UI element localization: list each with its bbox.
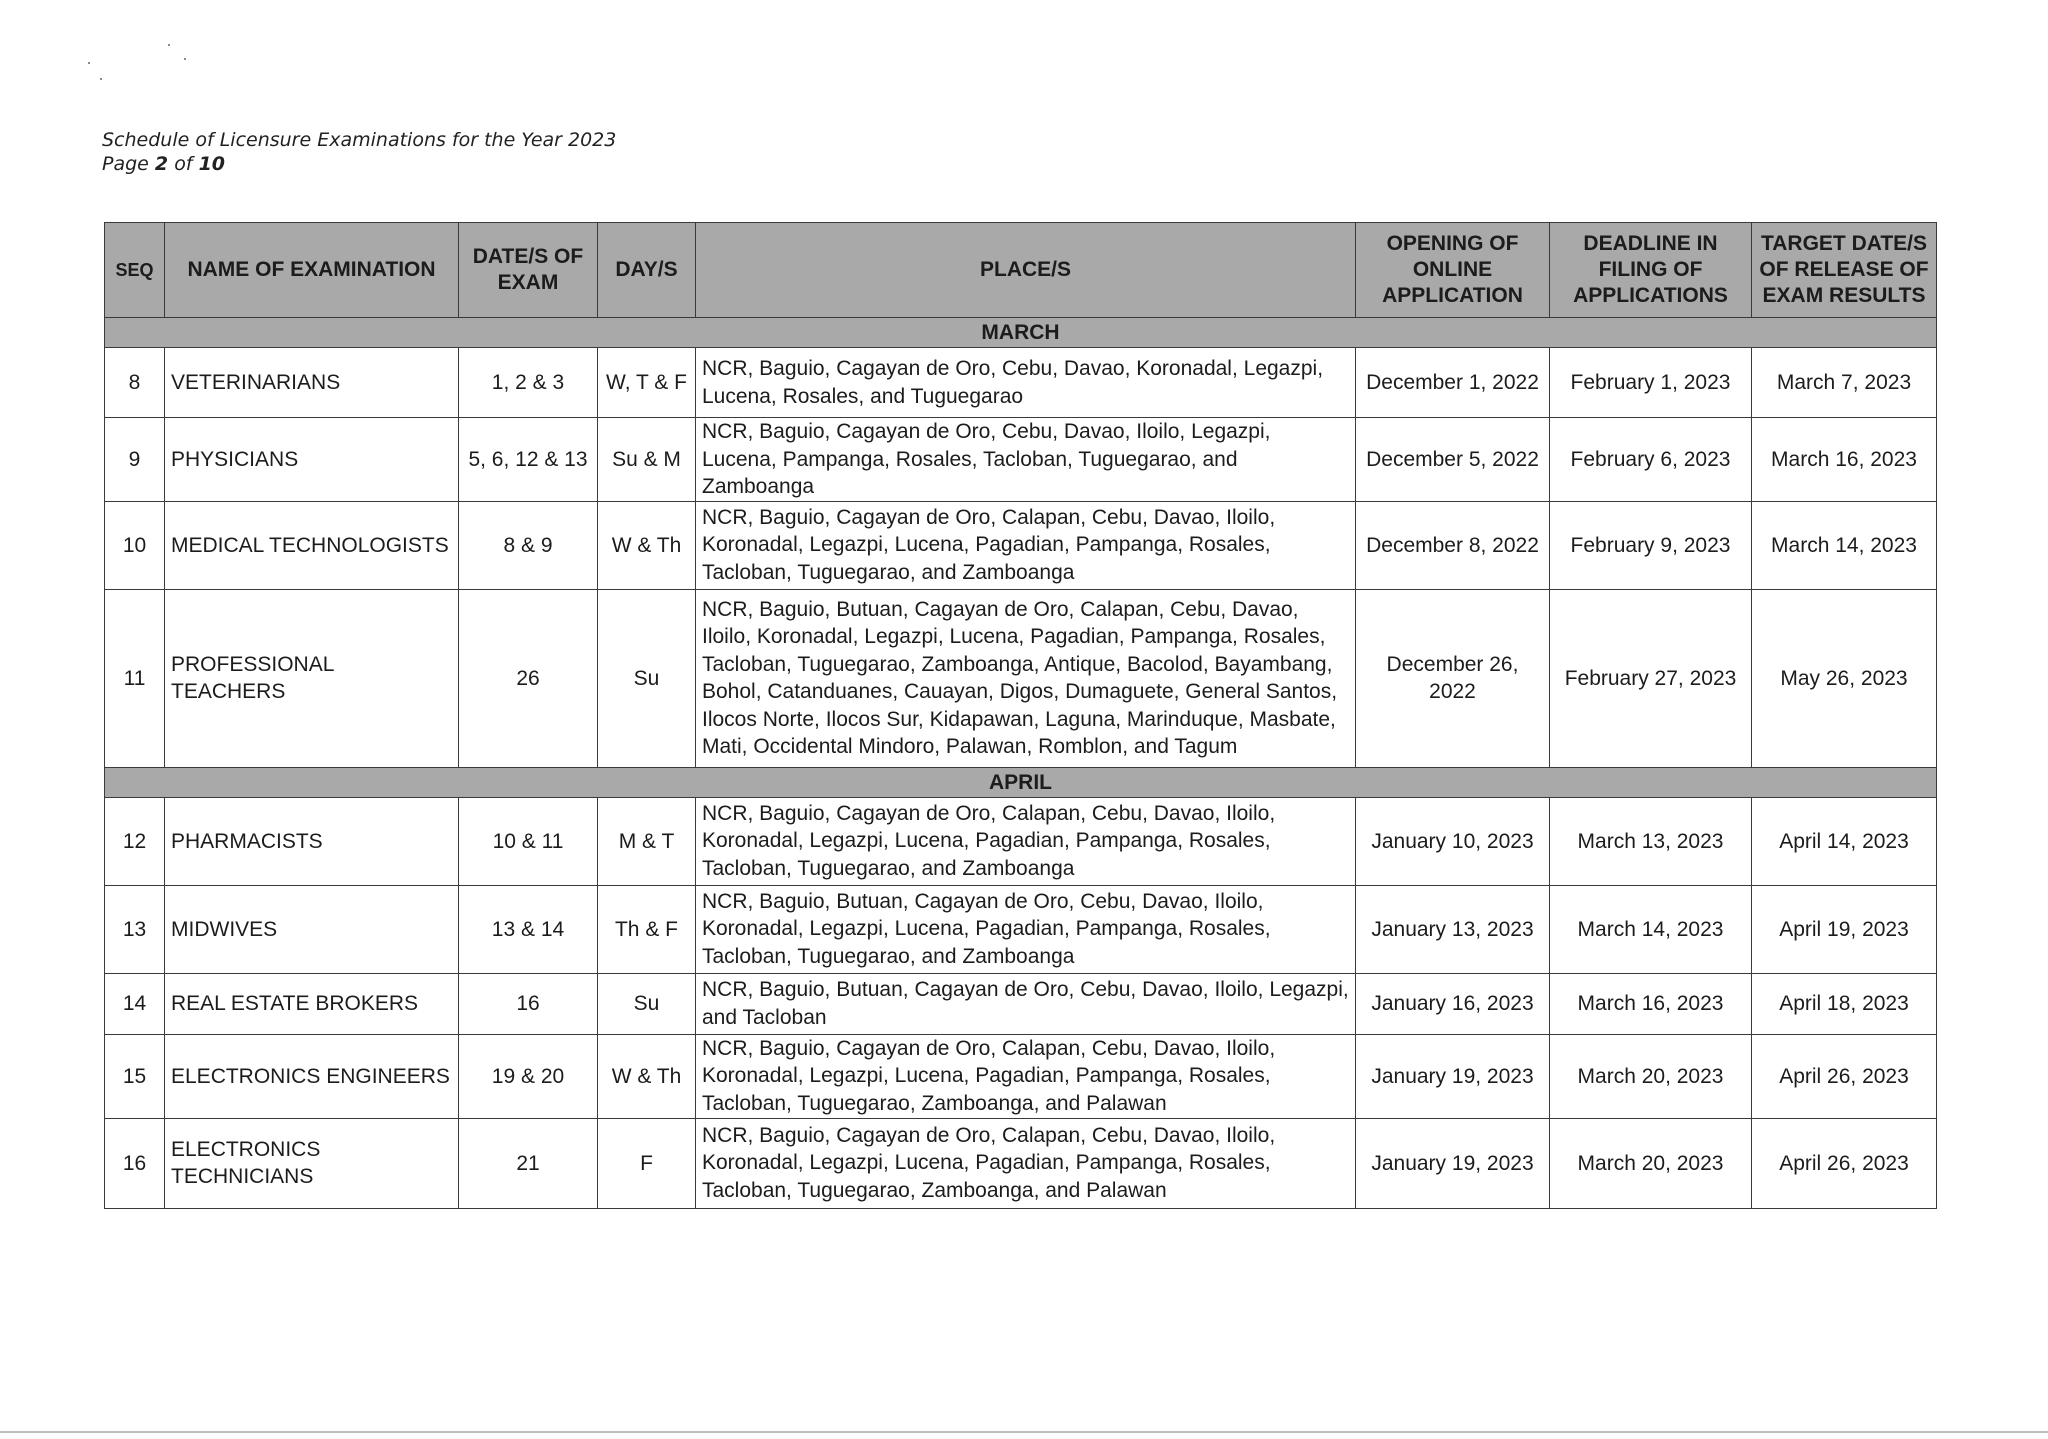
month-row-april bbox=[105, 767, 1937, 797]
cell-deadline: February 6, 2023 bbox=[1550, 418, 1752, 502]
cell-places: NCR, Baguio, Cagayan de Oro, Calapan, Cebu, Davao, Iloilo, Koronadal, Legazpi, Lucena, Pagadian, Pampanga, Rosales, Tacloban, Tuguegarao, Zamboanga, and Palawan bbox=[696, 1034, 1356, 1118]
cell-dates: 1, 2 & 3 bbox=[459, 348, 598, 418]
cell-places: NCR, Baguio, Cagayan de Oro, Calapan, Cebu, Davao, Iloilo, Koronadal, Legazpi, Lucena, Pagadian, Pampanga, Rosales, Tacloban, Tuguegarao, and Zamboanga bbox=[696, 501, 1356, 589]
cell-release: April 14, 2023 bbox=[1752, 797, 1937, 885]
table-row bbox=[105, 501, 1937, 589]
cell-opening: January 13, 2023 bbox=[1356, 885, 1550, 973]
cell-opening: December 5, 2022 bbox=[1356, 418, 1550, 502]
cell-release: March 16, 2023 bbox=[1752, 418, 1937, 502]
scan-speck bbox=[184, 58, 186, 60]
table-row bbox=[105, 885, 1937, 973]
cell-opening: December 8, 2022 bbox=[1356, 501, 1550, 589]
cell-places: NCR, Baguio, Cagayan de Oro, Calapan, Cebu, Davao, Iloilo, Koronadal, Legazpi, Lucena, Pagadian, Pampanga, Rosales, Tacloban, Tuguegarao, and Zamboanga bbox=[696, 797, 1356, 885]
cell-release: April 26, 2023 bbox=[1752, 1034, 1937, 1118]
cell-opening: January 10, 2023 bbox=[1356, 797, 1550, 885]
cell-places: NCR, Baguio, Cagayan de Oro, Cebu, Davao, Iloilo, Legazpi, Lucena, Pampanga, Rosales, Tacloban, Tuguegarao, and Zamboanga bbox=[696, 418, 1356, 502]
cell-seq: 13 bbox=[105, 885, 165, 973]
table-row bbox=[105, 1118, 1937, 1208]
cell-release: April 26, 2023 bbox=[1752, 1118, 1937, 1208]
scan-bottom-edge bbox=[0, 1431, 2048, 1433]
cell-exam-name: VETERINARIANS bbox=[165, 348, 459, 418]
cell-exam-name: ELECTRONICS ENGINEERS bbox=[165, 1034, 459, 1118]
cell-deadline: February 27, 2023 bbox=[1550, 589, 1752, 767]
cell-deadline: March 20, 2023 bbox=[1550, 1034, 1752, 1118]
cell-dates: 21 bbox=[459, 1118, 598, 1208]
cell-opening: January 16, 2023 bbox=[1356, 973, 1550, 1034]
table-row bbox=[105, 348, 1937, 418]
cell-exam-name: ELECTRONICS TECHNICIANS bbox=[165, 1118, 459, 1208]
page-number: 2 bbox=[154, 153, 169, 175]
col-header-dates: DATE/S OF EXAM bbox=[459, 223, 598, 318]
cell-release: April 18, 2023 bbox=[1752, 973, 1937, 1034]
scan-speck bbox=[100, 78, 102, 80]
cell-places: NCR, Baguio, Cagayan de Oro, Cebu, Davao, Koronadal, Legazpi, Lucena, Rosales, and Tuguegarao bbox=[696, 348, 1356, 418]
cell-exam-name: PROFESSIONAL TEACHERS bbox=[165, 589, 459, 767]
month-label: APRIL bbox=[105, 767, 1937, 797]
of-word: of bbox=[174, 153, 193, 175]
page-word: Page bbox=[102, 153, 149, 175]
cell-places: NCR, Baguio, Butuan, Cagayan de Oro, Calapan, Cebu, Davao, Iloilo, Koronadal, Legazpi, Lucena, Pagadian, Pampanga, Rosales, Tacloban, Tuguegarao, Zamboanga, Antique, Bacolod, Bayambang, Bohol, Catanduanes, Cauayan, Digos, Dumaguete, General Santos, Ilocos Norte, Ilocos Sur, Kidapawan, Laguna, Marinduque, Masbate, Mati, Occidental Mindoro, Palawan, Romblon, and Tagum bbox=[696, 589, 1356, 767]
cell-release: March 7, 2023 bbox=[1752, 348, 1937, 418]
cell-dates: 26 bbox=[459, 589, 598, 767]
table-row bbox=[105, 973, 1937, 1034]
cell-seq: 16 bbox=[105, 1118, 165, 1208]
document-header bbox=[102, 128, 616, 176]
col-header-deadline: DEADLINE IN FILING OF APPLICATIONS bbox=[1550, 223, 1752, 318]
cell-days: W, T & F bbox=[598, 348, 696, 418]
col-header-release: TARGET DATE/S OF RELEASE OF EXAM RESULTS bbox=[1752, 223, 1937, 318]
cell-deadline: March 13, 2023 bbox=[1550, 797, 1752, 885]
header-row bbox=[105, 223, 1937, 318]
month-row-march bbox=[105, 318, 1937, 348]
cell-days: Su bbox=[598, 589, 696, 767]
cell-days: W & Th bbox=[598, 501, 696, 589]
cell-days: Su bbox=[598, 973, 696, 1034]
cell-exam-name: PHARMACISTS bbox=[165, 797, 459, 885]
cell-dates: 16 bbox=[459, 973, 598, 1034]
col-header-seq: SEQ bbox=[105, 223, 165, 318]
cell-seq: 10 bbox=[105, 501, 165, 589]
cell-seq: 11 bbox=[105, 589, 165, 767]
cell-seq: 8 bbox=[105, 348, 165, 418]
cell-seq: 14 bbox=[105, 973, 165, 1034]
cell-days: Su & M bbox=[598, 418, 696, 502]
cell-opening: December 26, 2022 bbox=[1356, 589, 1550, 767]
table-row bbox=[105, 1034, 1937, 1118]
cell-opening: January 19, 2023 bbox=[1356, 1034, 1550, 1118]
cell-opening: January 19, 2023 bbox=[1356, 1118, 1550, 1208]
cell-days: W & Th bbox=[598, 1034, 696, 1118]
cell-dates: 8 & 9 bbox=[459, 501, 598, 589]
col-header-days: DAY/S bbox=[598, 223, 696, 318]
col-header-places: PLACE/S bbox=[696, 223, 1356, 318]
cell-release: May 26, 2023 bbox=[1752, 589, 1937, 767]
month-label: MARCH bbox=[105, 318, 1937, 348]
cell-exam-name: PHYSICIANS bbox=[165, 418, 459, 502]
cell-seq: 9 bbox=[105, 418, 165, 502]
table-row bbox=[105, 797, 1937, 885]
cell-release: March 14, 2023 bbox=[1752, 501, 1937, 589]
cell-deadline: February 1, 2023 bbox=[1550, 348, 1752, 418]
cell-deadline: March 16, 2023 bbox=[1550, 973, 1752, 1034]
document-title: Schedule of Licensure Examinations for the Year 2023 bbox=[102, 129, 617, 151]
scan-speck bbox=[88, 62, 90, 64]
cell-dates: 19 & 20 bbox=[459, 1034, 598, 1118]
page-indicator bbox=[102, 152, 616, 176]
cell-release: April 19, 2023 bbox=[1752, 885, 1937, 973]
cell-days: Th & F bbox=[598, 885, 696, 973]
cell-exam-name: MEDICAL TECHNOLOGISTS bbox=[165, 501, 459, 589]
col-header-name: NAME OF EXAMINATION bbox=[165, 223, 459, 318]
cell-places: NCR, Baguio, Cagayan de Oro, Calapan, Cebu, Davao, Iloilo, Koronadal, Legazpi, Lucena, Pagadian, Pampanga, Rosales, Tacloban, Tuguegarao, Zamboanga, and Palawan bbox=[696, 1118, 1356, 1208]
cell-deadline: February 9, 2023 bbox=[1550, 501, 1752, 589]
cell-dates: 5, 6, 12 & 13 bbox=[459, 418, 598, 502]
table-row bbox=[105, 418, 1937, 502]
col-header-opening: OPENING OF ONLINE APPLICATION bbox=[1356, 223, 1550, 318]
cell-seq: 12 bbox=[105, 797, 165, 885]
cell-dates: 10 & 11 bbox=[459, 797, 598, 885]
cell-days: F bbox=[598, 1118, 696, 1208]
cell-places: NCR, Baguio, Butuan, Cagayan de Oro, Cebu, Davao, Iloilo, Legazpi, and Tacloban bbox=[696, 973, 1356, 1034]
cell-deadline: March 20, 2023 bbox=[1550, 1118, 1752, 1208]
cell-exam-name: MIDWIVES bbox=[165, 885, 459, 973]
page-total: 10 bbox=[198, 153, 226, 175]
table-row bbox=[105, 589, 1937, 767]
exam-schedule-table bbox=[104, 222, 1937, 1209]
cell-exam-name: REAL ESTATE BROKERS bbox=[165, 973, 459, 1034]
cell-days: M & T bbox=[598, 797, 696, 885]
cell-deadline: March 14, 2023 bbox=[1550, 885, 1752, 973]
cell-seq: 15 bbox=[105, 1034, 165, 1118]
cell-dates: 13 & 14 bbox=[459, 885, 598, 973]
cell-opening: December 1, 2022 bbox=[1356, 348, 1550, 418]
scan-speck bbox=[168, 44, 170, 46]
cell-places: NCR, Baguio, Butuan, Cagayan de Oro, Cebu, Davao, Iloilo, Koronadal, Legazpi, Lucena, Pagadian, Pampanga, Rosales, Tacloban, Tuguegarao, and Zamboanga bbox=[696, 885, 1356, 973]
